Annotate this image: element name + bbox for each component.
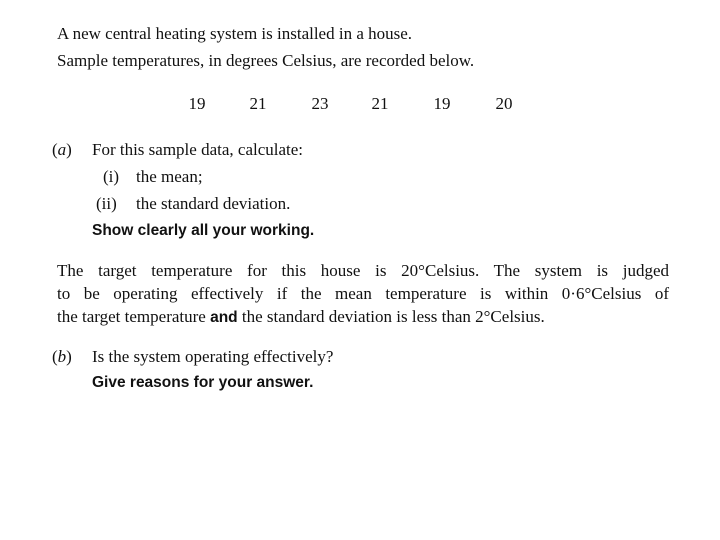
part-b-label-letter: b	[57, 347, 67, 366]
part-a-instruction: Show clearly all your working.	[92, 222, 315, 239]
context-line-2: to be operating effectively if the mean temperature is within 0·6°Celsius of	[57, 284, 669, 303]
sample-value: 23	[311, 94, 329, 113]
part-b-instruction: Give reasons for your answer.	[92, 374, 314, 391]
part-b-label	[52, 347, 72, 367]
part-a-label-open: (	[52, 140, 58, 159]
context-line-1: The target temperature for this house is 20°Celsius. The system is judged	[57, 261, 669, 280]
part-a-label-letter: a	[57, 140, 67, 159]
part-b-prompt: Is the system operating effectively?	[92, 347, 334, 366]
sample-value: 19	[188, 94, 206, 113]
part-a-item-1-number: (i)	[103, 167, 120, 186]
context-line-3-before: the target temperature	[57, 307, 211, 326]
context-line-3-after: the standard deviation is less than 2°Celsius.	[237, 307, 545, 326]
sample-value: 21	[249, 94, 267, 113]
sample-value: 19	[433, 94, 451, 113]
part-a-item-2-number: (ii)	[96, 194, 117, 213]
intro-line-1: A new central heating system is installed in a house.	[57, 24, 413, 43]
context-and-word: and	[210, 309, 238, 326]
part-a-item-2-text: the standard deviation.	[136, 194, 291, 213]
part-a-prompt: For this sample data, calculate:	[92, 140, 304, 159]
sample-value: 21	[371, 94, 389, 113]
part-a-item-1-text: the mean;	[136, 167, 203, 186]
intro-line-2: Sample temperatures, in degrees Celsius, are recorded below.	[57, 51, 475, 70]
part-b-label-close: )	[66, 347, 72, 366]
sample-values-row	[0, 94, 720, 116]
part-a-label	[52, 140, 72, 160]
sample-value: 20	[495, 94, 513, 113]
context-line-3	[57, 307, 545, 328]
part-a-label-close: )	[66, 140, 72, 159]
part-b-label-open: (	[52, 347, 58, 366]
